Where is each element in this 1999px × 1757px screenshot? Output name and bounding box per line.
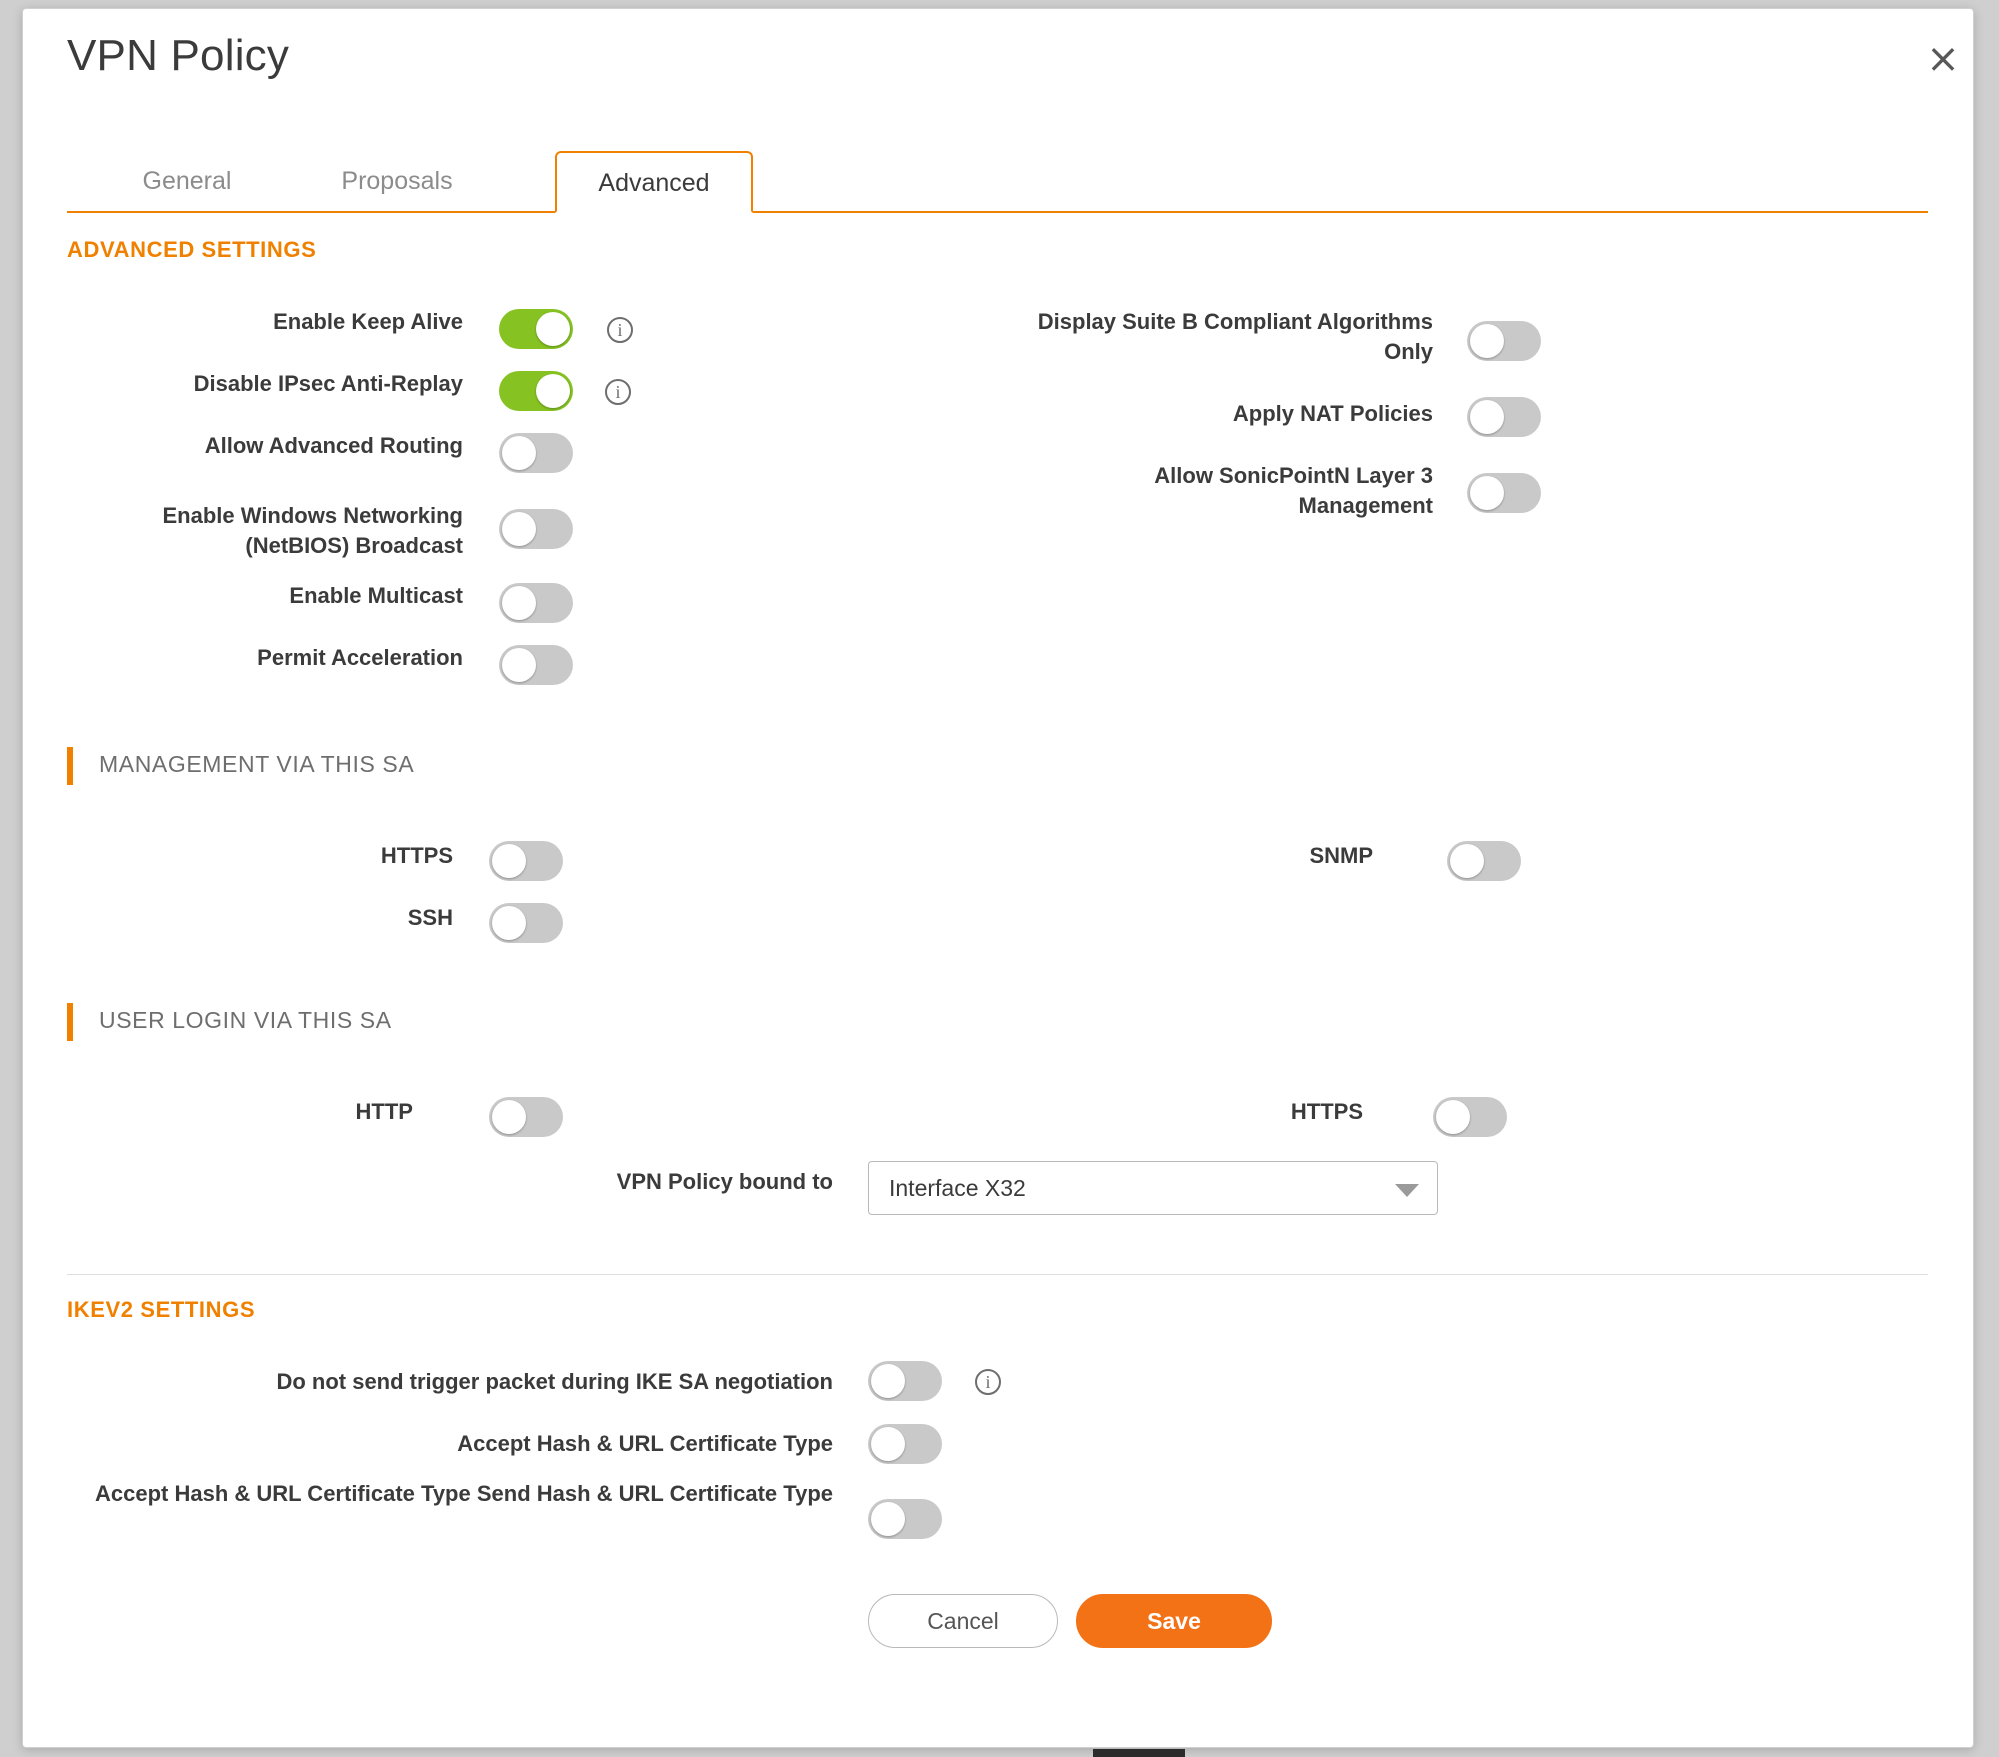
toggle-disable-ipsec-anti-replay[interactable]: [499, 371, 573, 411]
label-user-https: HTTPS: [1290, 1099, 1363, 1124]
label-vpn-policy-bound-to: VPN Policy bound to: [616, 1169, 833, 1194]
info-icon-no-trigger-packet[interactable]: i: [975, 1369, 1001, 1395]
label-display-suite-b: Display Suite B Compliant Algorithms Only: [1037, 309, 1433, 364]
divider: [67, 1274, 1928, 1275]
label-apply-nat-policies: Apply NAT Policies: [1232, 401, 1433, 426]
label-permit-acceleration: Permit Acceleration: [257, 645, 463, 670]
label-allow-advanced-routing: Allow Advanced Routing: [204, 433, 463, 458]
advanced-settings-heading: ADVANCED SETTINGS: [67, 237, 317, 262]
toggle-accept-send-hash-url-cert[interactable]: [868, 1499, 942, 1539]
label-accept-send-hash-url-cert: Accept Hash & URL Certificate Type Send Hash & URL Certificate Type: [95, 1481, 833, 1506]
toggle-display-suite-b[interactable]: [1467, 321, 1541, 361]
cancel-button[interactable]: Cancel: [868, 1594, 1058, 1648]
label-mgmt-ssh: SSH: [407, 905, 453, 930]
label-enable-keep-alive: Enable Keep Alive: [273, 309, 463, 334]
vpn-policy-bound-to-select[interactable]: [868, 1161, 1438, 1215]
management-sa-heading: MANAGEMENT VIA THIS SA: [67, 751, 414, 778]
toggle-apply-nat-policies[interactable]: [1467, 397, 1541, 437]
toggle-accept-hash-url-cert[interactable]: [868, 1424, 942, 1464]
tab-advanced[interactable]: Advanced: [555, 151, 753, 213]
ikev2-settings-heading: IKEV2 SETTINGS: [67, 1297, 256, 1322]
info-icon-disable-ipsec-anti-replay[interactable]: i: [605, 379, 631, 405]
page-title: VPN Policy: [67, 31, 290, 80]
bottom-strip: [1093, 1749, 1185, 1757]
toggle-enable-multicast[interactable]: [499, 583, 573, 623]
user-login-sa-heading: USER LOGIN VIA THIS SA: [67, 1007, 392, 1034]
label-disable-ipsec-anti-replay: Disable IPsec Anti-Replay: [193, 371, 463, 396]
tab-proposals[interactable]: Proposals: [341, 167, 453, 195]
tab-general[interactable]: General: [142, 167, 232, 195]
label-user-http: HTTP: [355, 1099, 413, 1124]
info-icon-enable-keep-alive[interactable]: i: [607, 317, 633, 343]
toggle-enable-keep-alive[interactable]: [499, 309, 573, 349]
toggle-allow-sonicpointn-l3-mgmt[interactable]: [1467, 473, 1541, 513]
vpn-policy-dialog: [22, 8, 1974, 1748]
tabbar: [67, 151, 1928, 213]
label-mgmt-https: HTTPS: [380, 843, 453, 868]
toggle-user-https[interactable]: [1433, 1097, 1507, 1137]
save-button[interactable]: Save: [1076, 1594, 1272, 1648]
chevron-down-icon: [1395, 1184, 1419, 1197]
vpn-policy-bound-to-value: Interface X32: [889, 1175, 1026, 1201]
toggle-user-http[interactable]: [489, 1097, 563, 1137]
toggle-enable-netbios-broadcast[interactable]: [499, 509, 573, 549]
toggle-mgmt-snmp[interactable]: [1447, 841, 1521, 881]
label-enable-netbios-broadcast: Enable Windows Networking (NetBIOS) Broadcast: [162, 503, 463, 558]
toggle-permit-acceleration[interactable]: [499, 645, 573, 685]
label-accept-hash-url-cert: Accept Hash & URL Certificate Type: [457, 1431, 833, 1456]
label-enable-multicast: Enable Multicast: [289, 583, 463, 608]
toggle-mgmt-ssh[interactable]: [489, 903, 563, 943]
toggle-no-trigger-packet[interactable]: [868, 1361, 942, 1401]
label-allow-sonicpointn-l3-mgmt: Allow SonicPointN Layer 3 Management: [1154, 463, 1433, 518]
toggle-allow-advanced-routing[interactable]: [499, 433, 573, 473]
label-mgmt-snmp: SNMP: [1309, 843, 1373, 868]
toggle-mgmt-https[interactable]: [489, 841, 563, 881]
close-icon[interactable]: ×: [1926, 36, 1960, 82]
label-no-trigger-packet: Do not send trigger packet during IKE SA negotiation: [276, 1369, 833, 1394]
